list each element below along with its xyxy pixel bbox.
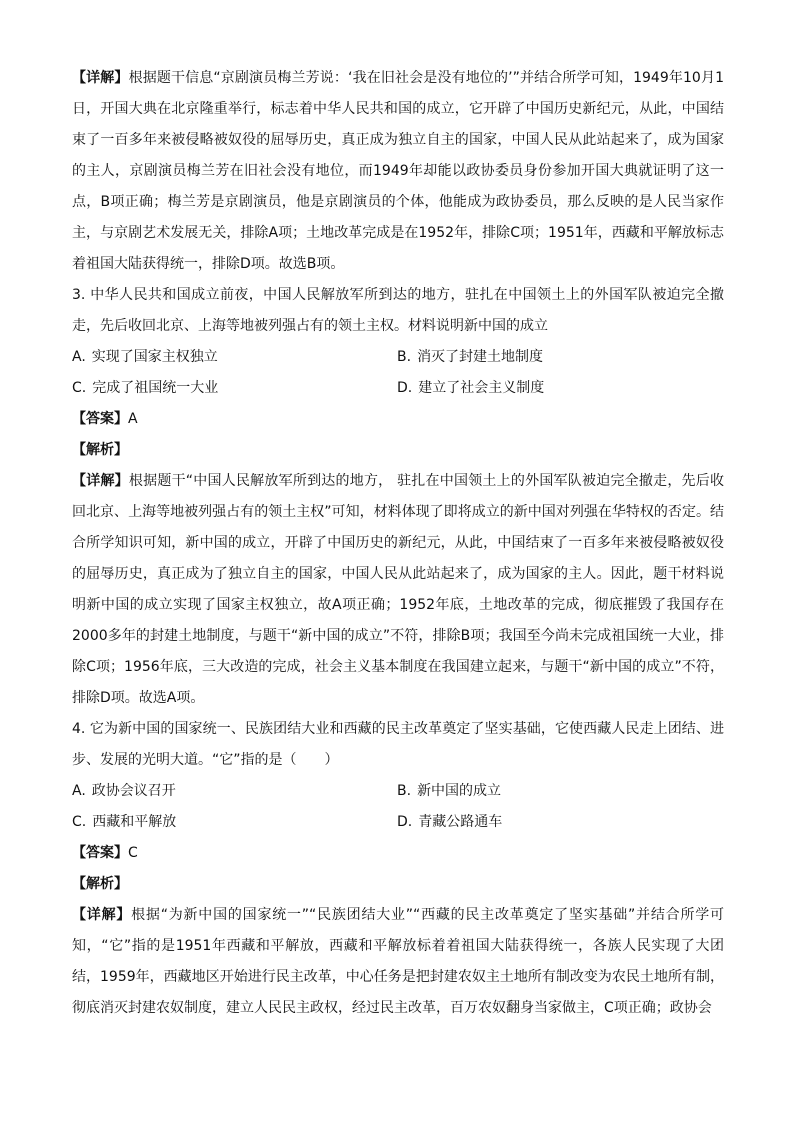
question-3-analysis-heading	[72, 435, 724, 466]
option-a	[72, 342, 397, 373]
option-text: 完成了祖国统一大业	[92, 380, 219, 396]
option-b	[397, 776, 722, 807]
answer-value: A	[128, 411, 138, 427]
answer-value: C	[128, 845, 138, 861]
detail-tag: 【详解】	[72, 907, 132, 923]
option-a	[72, 776, 397, 807]
detail-text: 根据题干“中国人民解放军所到达的地方， 驻扎在中国领土上的外国军队被迫完全撤走，先后收回北京、上海等地被列强占有的领土主权”可知，材料体现了即将成立的新中国对列强在华特权的否定。结合所学知识可知，新中国的成立，开辟了中国历史的新纪元，从此，中国结束了一百多年来被侵略被奴役的屈辱历史，真正成为了独立自主的国家，中国人民从此站起来了，成为国家的主人。因此，题干材料说明新中国的成立实现了国家主权独立，故A项正确；1952年底，土地改革的完成，彻底摧毁了我国存在2000多年的封建土地制度，与题干“新中国的成立”不符，排除B项；我国至今尚未完成祖国统一大业，排除C项；1956年底，三大改造的完成，社会主义基本制度在我国建立起来，与题干“新中国的成立”不符，排除D项。故选A项。	[72, 473, 725, 706]
question-4-analysis-heading	[72, 869, 724, 900]
question-4-stem: 4. 它为新中国的国家统一、民族团结大业和西藏的民主改革奠定了坚实基础，它使西藏人民走上团结、进步、发展的光明大道。“它”指的是（ ）	[72, 721, 724, 768]
question-3-options	[72, 342, 724, 404]
detail-tag: 【详解】	[72, 70, 129, 86]
option-d	[397, 807, 722, 838]
option-letter: D.	[397, 814, 413, 830]
analysis-tag: 【解析】	[72, 442, 128, 458]
option-letter: B.	[397, 349, 412, 365]
option-letter: C.	[72, 814, 87, 830]
option-text: 新中国的成立	[417, 783, 502, 799]
option-letter: B.	[397, 783, 412, 799]
question-4-answer	[72, 838, 724, 869]
answer-tag: 【答案】	[72, 411, 128, 427]
option-text: 青藏公路通车	[418, 814, 503, 830]
question-4-detail	[72, 900, 724, 1024]
option-b	[397, 342, 722, 373]
detail-tag: 【详解】	[72, 473, 129, 489]
option-c	[72, 807, 397, 838]
answer-tag: 【答案】	[72, 845, 128, 861]
option-letter: C.	[72, 380, 87, 396]
option-text: 西藏和平解放	[92, 814, 177, 830]
question-4-options	[72, 776, 724, 838]
analysis-tag: 【解析】	[72, 876, 128, 892]
option-text: 政协会议召开	[91, 783, 176, 799]
detail-text: 根据“为新中国的国家统一”“民族团结大业”“西藏的民主改革奠定了坚实基础”并结合所学可知，“它”指的是1951年西藏和平解放，西藏和平解放标着着祖国大陆获得统一，各族人民实现了大团结，1959年，西藏地区开始进行民主改革，中心任务是把封建农奴主土地所有制改变为农民土地所有制，彻底消灭封建农奴制度，建立人民民主政权，经过民主改革，百万农奴翻身当家做主，C项正确；政协会	[72, 907, 725, 1016]
option-letter: A.	[72, 783, 86, 799]
question-3-stem: 3. 中华人民共和国成立前夜，中国人民解放军所到达的地方，驻扎在中国领土上的外国军队被迫完全撤走，先后收回北京、上海等地被列强占有的领土主权。材料说明新中国的成立	[72, 287, 724, 334]
option-text: 实现了国家主权独立	[91, 349, 218, 365]
option-d	[397, 373, 722, 404]
document-page	[72, 63, 724, 1024]
option-text: 消灭了封建土地制度	[417, 349, 544, 365]
option-c	[72, 373, 397, 404]
question-3-detail	[72, 466, 724, 714]
option-letter: A.	[72, 349, 86, 365]
detail-text: 根据题干信息“京剧演员梅兰芳说：‘我在旧社会是没有地位的’”并结合所学可知，1949年10月1日，开国大典在北京隆重举行，标志着中华人民共和国的成立，它开辟了中国历史新纪元，从此，中国结束了一百多年来被侵略被奴役的屈辱历史，真正成为独立自主的国家，中国人民从此站起来了，成为国家的主人，京剧演员梅兰芳在旧社会没有地位，而1949年却能以政协委员身份参加开国大典就证明了这一点，B项正确；梅兰芳是京剧演员，他是京剧演员的个体，他能成为政协委员，那么反映的是人民当家作主，与京剧艺术发展无关，排除A项；土地改革完成是在1952年，排除C项；1951年，西藏和平解放标志着祖国大陆获得统一，排除D项。故选B项。	[72, 70, 724, 272]
question-3-answer	[72, 404, 724, 435]
option-letter: D.	[397, 380, 413, 396]
option-text: 建立了社会主义制度	[418, 380, 545, 396]
detail-paragraph-q2	[72, 63, 724, 280]
